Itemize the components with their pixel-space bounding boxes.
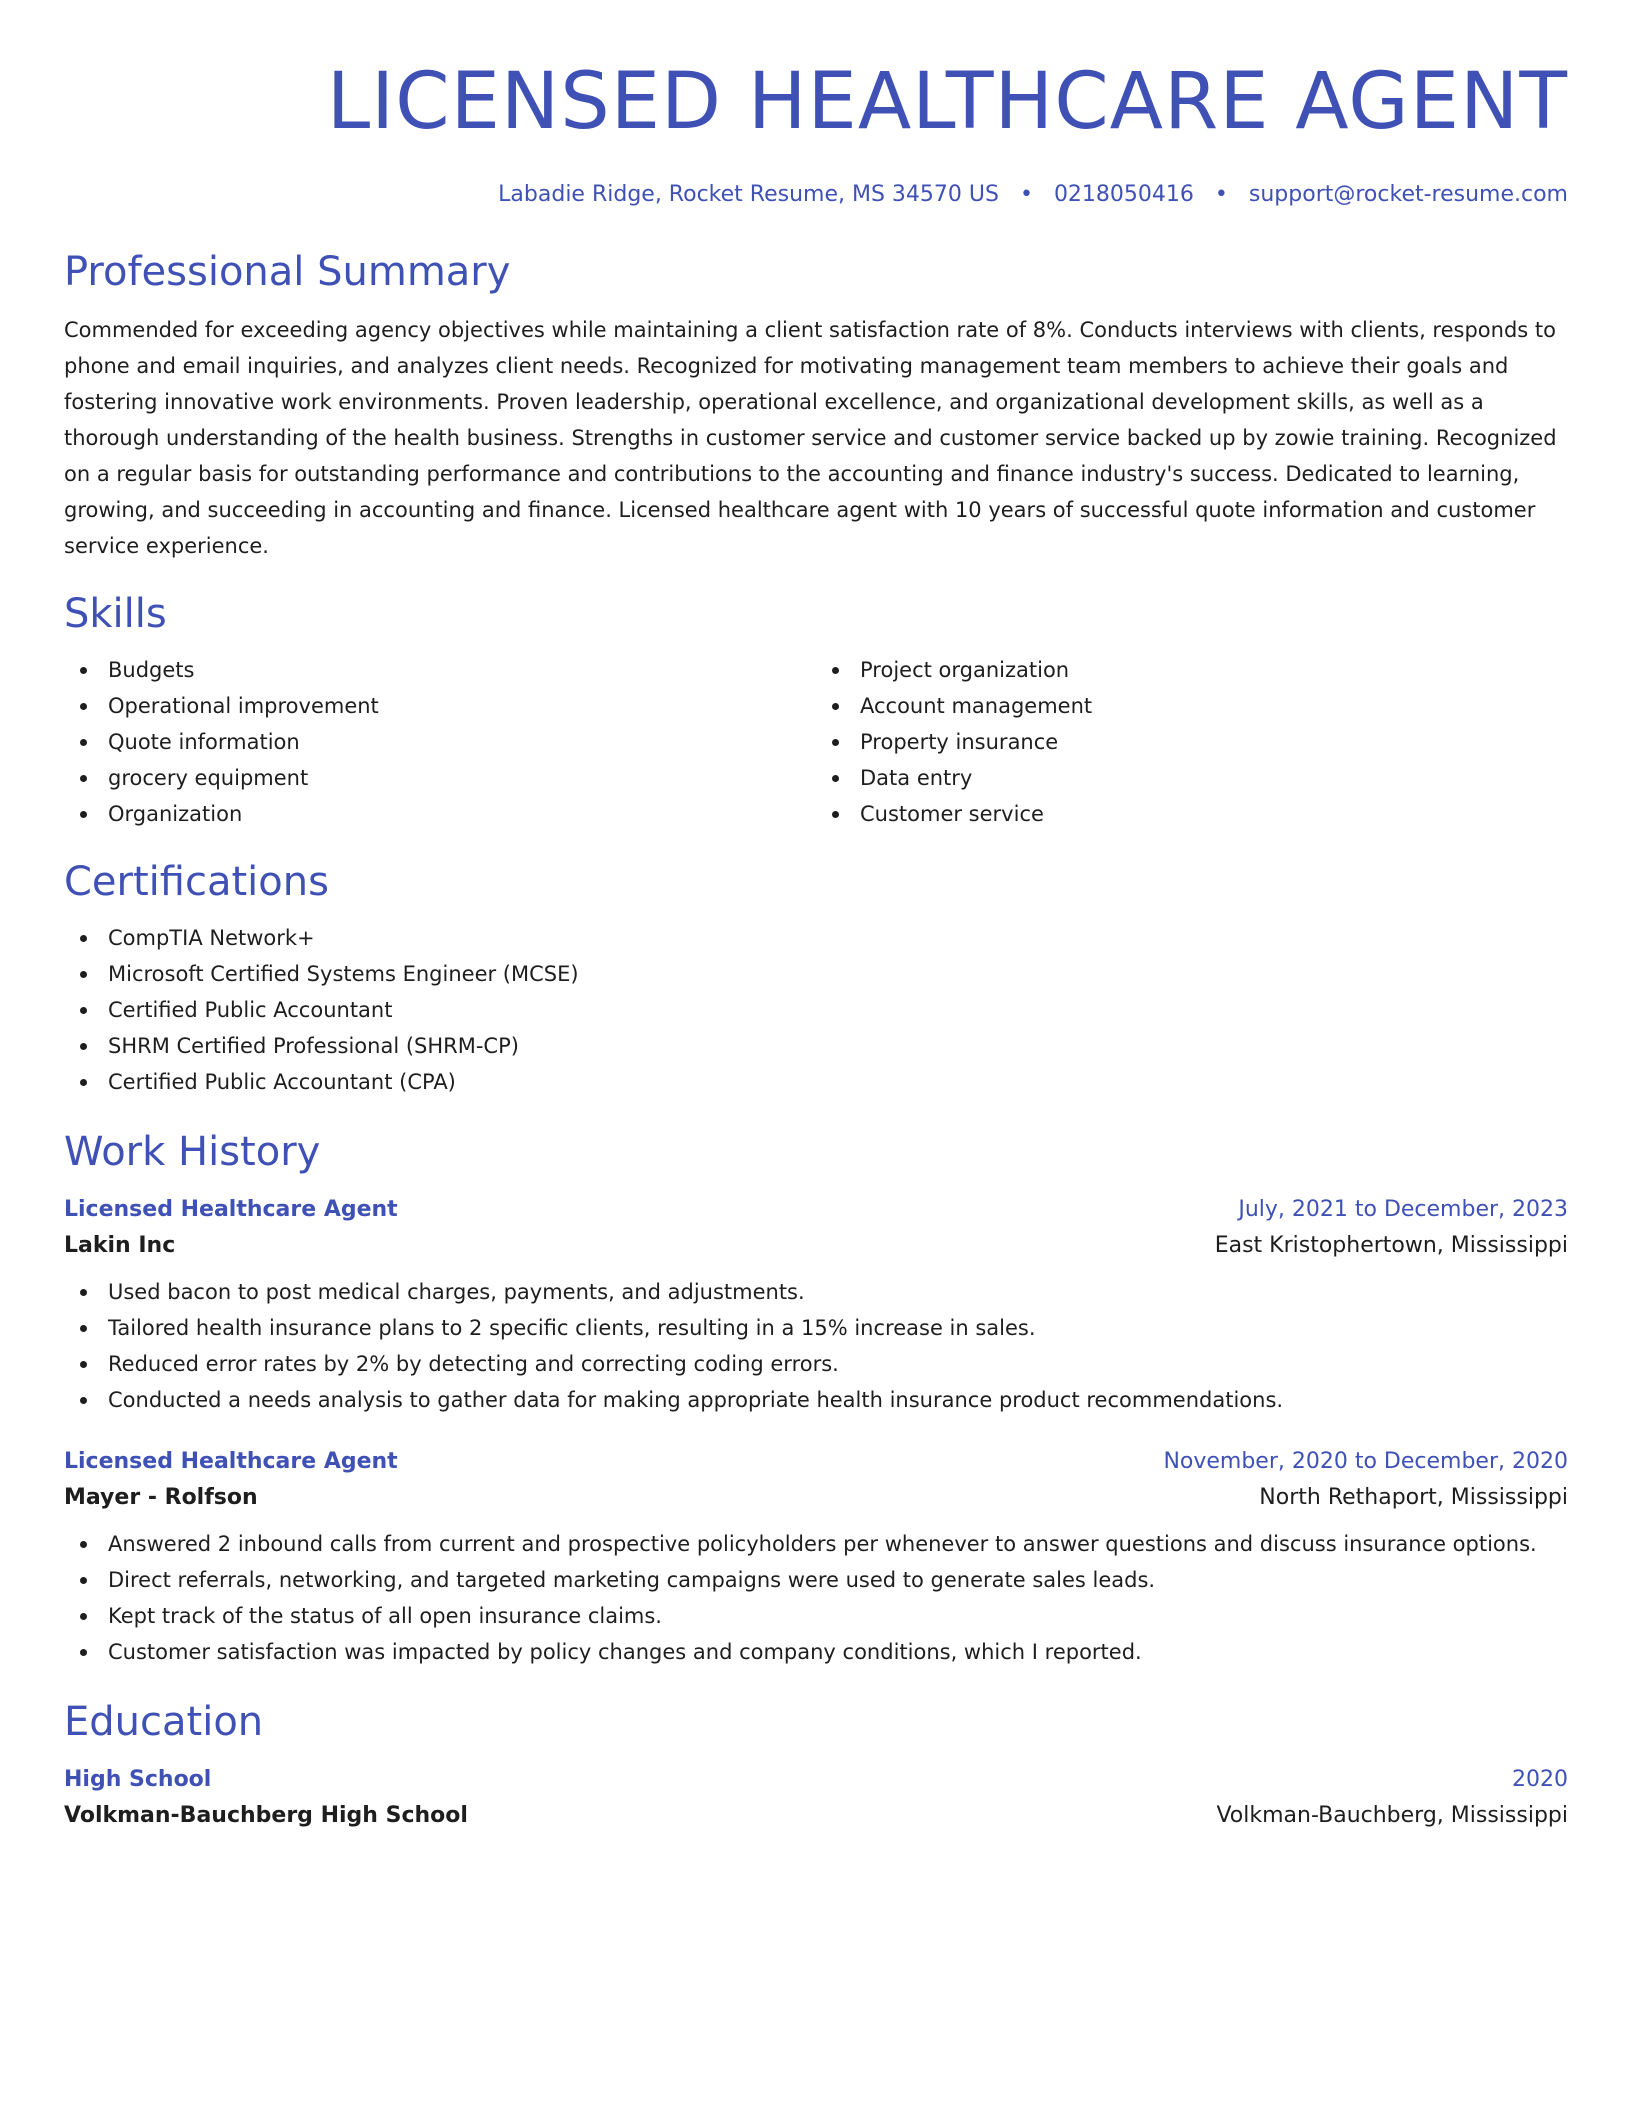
job-title-row (64, 1446, 1568, 1478)
education-degree-row (64, 1764, 1568, 1796)
education-degree: High School (64, 1767, 212, 1792)
certifications-list (64, 920, 1568, 1100)
certification-item: Microsoft Certified Systems Engineer (MCSE) (64, 956, 1568, 992)
certification-item: Certified Public Accountant (CPA) (64, 1064, 1568, 1100)
job-bullet: Kept track of the status of all open insurance claims. (64, 1598, 1568, 1634)
education-heading: Education (64, 1699, 264, 1745)
skill-item: Operational improvement (64, 688, 816, 724)
work-history-heading: Work History (64, 1129, 321, 1175)
skill-item: Budgets (64, 652, 816, 688)
job-bullets (64, 1526, 1568, 1670)
contact-address: Labadie Ridge, Rocket Resume, MS 34570 US (498, 182, 999, 207)
skill-item: Account management (816, 688, 1568, 724)
skills-list-left (64, 652, 816, 832)
contact-phone: 0218050416 (1053, 182, 1194, 207)
skill-item: Property insurance (816, 724, 1568, 760)
certification-item: Certified Public Accountant (64, 992, 1568, 1028)
skill-item: Organization (64, 796, 816, 832)
job-bullet: Used bacon to post medical charges, payments, and adjustments. (64, 1274, 1568, 1310)
job-entry (64, 1194, 1568, 1418)
skill-item: Project organization (816, 652, 1568, 688)
skill-item: Quote information (64, 724, 816, 760)
job-dates: November, 2020 to December, 2020 (1163, 1449, 1568, 1474)
certification-item: CompTIA Network+ (64, 920, 1568, 956)
education-location: Volkman-Bauchberg, Mississippi (1216, 1803, 1568, 1828)
certification-item: SHRM Certified Professional (SHRM-CP) (64, 1028, 1568, 1064)
resume-header (64, 52, 1568, 210)
job-bullet: Direct referrals, networking, and targeted marketing campaigns were used to generate sales leads. (64, 1562, 1568, 1598)
certifications-heading: Certifications (64, 859, 329, 905)
education-year: 2020 (1512, 1767, 1568, 1792)
contact-separator: • (1019, 182, 1033, 207)
summary-heading: Professional Summary (64, 249, 511, 295)
job-location: North Rethaport, Mississippi (1259, 1485, 1568, 1510)
job-title: Licensed Healthcare Agent (64, 1197, 398, 1222)
skills-grid (64, 652, 1568, 832)
job-bullet: Customer satisfaction was impacted by policy changes and company conditions, which I reported. (64, 1634, 1568, 1670)
job-bullet: Answered 2 inbound calls from current and prospective policyholders per whenever to answer questions and discuss insurance options. (64, 1526, 1568, 1562)
candidate-name: LICENSED HEALTHCARE AGENT (326, 57, 1568, 147)
summary-text: Commended for exceeding agency objectives while maintaining a client satisfaction rate of 8%. Conducts interviews with clients, responds to phone and email inquiries, and analyzes client needs. Recognized for motivating management team members to achieve their goals and fostering innovative work environments. Proven leadership, operational excellence, and organizational development skills, as well as a thorough understanding of the health business. Strengths in customer service and customer service backed up by zowie training. Recognized on a regular basis for outstanding performance and contributions to the accounting and finance industry's success. Dedicated to learning, growing, and succeeding in accounting and finance. Licensed healthcare agent with 10 years of successful quote information and customer service experience. (64, 318, 1557, 558)
job-bullet: Conducted a needs analysis to gather data for making appropriate health insurance product recommendations. (64, 1382, 1568, 1418)
job-bullet: Tailored health insurance plans to 2 specific clients, resulting in a 15% increase in sales. (64, 1310, 1568, 1346)
job-company: Lakin Inc (64, 1233, 176, 1258)
job-bullets (64, 1274, 1568, 1418)
contact-line (64, 180, 1568, 210)
skills-column-right (816, 652, 1568, 832)
skills-list-right (816, 652, 1568, 832)
contact-separator: • (1214, 182, 1228, 207)
job-title: Licensed Healthcare Agent (64, 1449, 398, 1474)
job-location: East Kristophertown, Mississippi (1214, 1233, 1568, 1258)
job-bullet: Reduced error rates by 2% by detecting and correcting coding errors. (64, 1346, 1568, 1382)
job-entry (64, 1446, 1568, 1670)
education-school-row (64, 1796, 1568, 1836)
education-school: Volkman-Bauchberg High School (64, 1803, 468, 1828)
job-title-row (64, 1194, 1568, 1226)
skill-item: grocery equipment (64, 760, 816, 796)
job-dates: July, 2021 to December, 2023 (1238, 1197, 1568, 1222)
education-entry (64, 1764, 1568, 1836)
job-company-row (64, 1478, 1568, 1518)
job-company-row (64, 1226, 1568, 1266)
skill-item: Customer service (816, 796, 1568, 832)
job-company: Mayer - Rolfson (64, 1485, 258, 1510)
skills-heading: Skills (64, 591, 167, 637)
skills-column-left (64, 652, 816, 832)
contact-email[interactable]: support@rocket-resume.com (1248, 182, 1568, 207)
skill-item: Data entry (816, 760, 1568, 796)
